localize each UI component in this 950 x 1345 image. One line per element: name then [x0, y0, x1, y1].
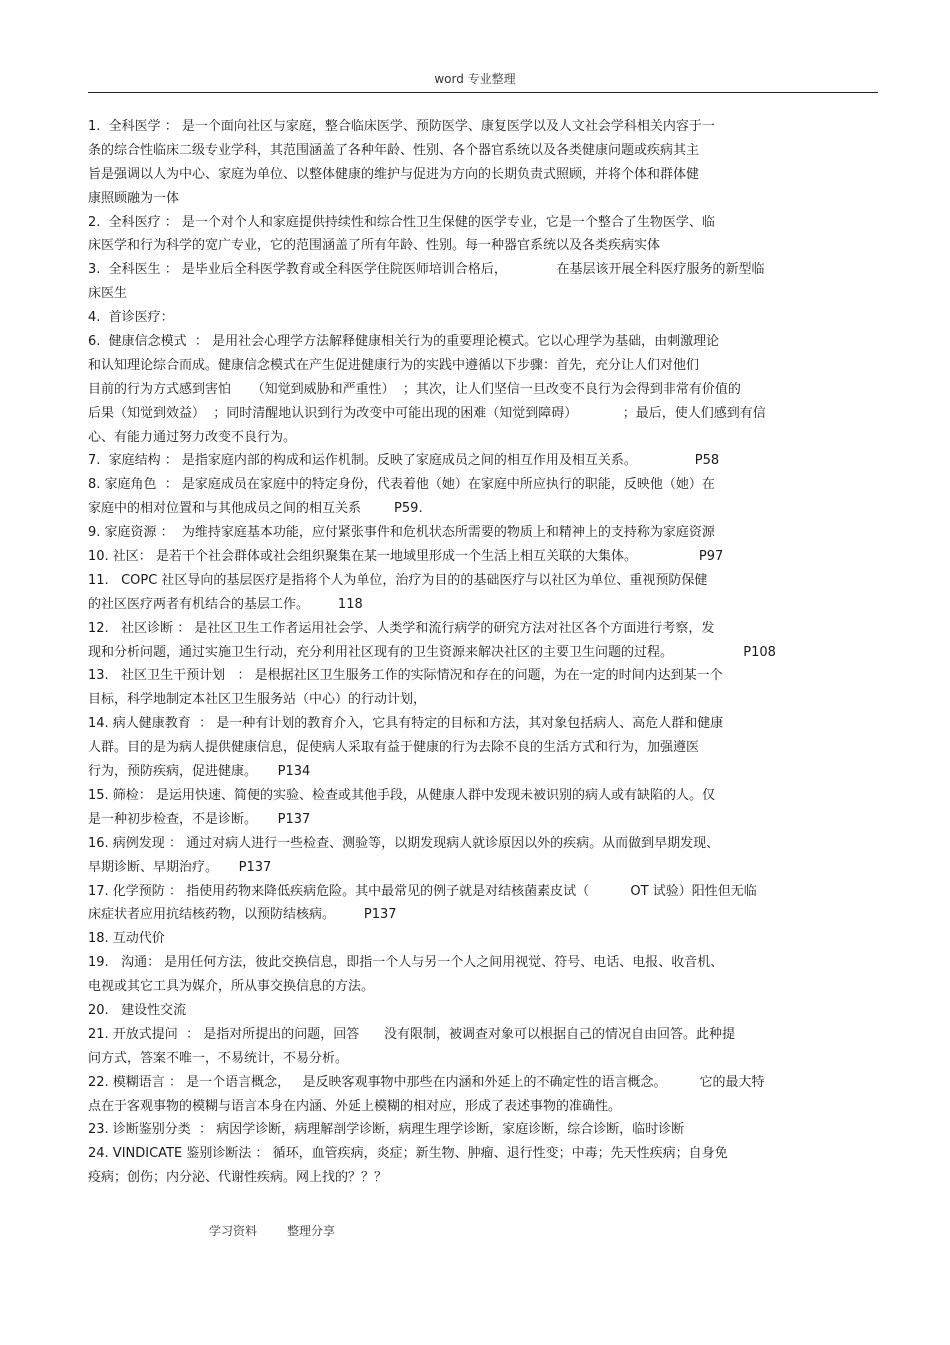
text-line: 8. 家庭角色 ： 是家庭成员在家庭中的特定身份，代表着他（她）在家庭中所应执行的职能，反映他（她）在 — [88, 477, 715, 493]
text-line: 点在于客观事物的模糊与语言本身在内涵、外延上模糊的相对应，形成了表述事物的准确性。 — [88, 1098, 622, 1114]
text-line: 现和分析问题，通过实施卫生行动，充分利用社区现有的卫生资源来解决社区的主要卫生问题的过程。 P108 — [88, 644, 776, 660]
text-line: 7. 家庭结构 ： 是指家庭内部的构成和运作机制。反映了家庭成员之间的相互作用及相互关系。 P58 — [88, 453, 720, 469]
text-line: 2. 全科医疗 ： 是一个对个人和家庭提供持续性和综合性卫生保健的医学专业，它是一个整合了生物医学、临 — [88, 214, 715, 230]
text-line: 心、有能力通过努力改变不良行为。 — [88, 429, 297, 445]
text-line: 11. COPC 社区导向的基层医疗是指将个人为单位，治疗为目的的基础医疗与以社区为单位、重视预防保健 — [88, 572, 708, 588]
text-line: 家庭中的相对位置和与其他成员之间的相互关系 P59. — [88, 501, 423, 517]
text-line: 4. 首诊医疗： — [88, 310, 174, 326]
text-line: 12. 社区诊断 ： 是社区卫生工作者运用社会学、人类学和流行病学的研究方法对社区各个方面进行考察，发 — [88, 620, 715, 636]
text-line: 行为，预防疾病，促进健康。 P134 — [88, 764, 311, 780]
text-line: 条的综合性临床二级专业学科，其范围涵盖了各种年龄、性别、各个器官系统以及各类健康问题或疾病其主 — [88, 142, 700, 158]
text-line: 疫病；创伤；内分泌、代谢性疾病。网上找的？？？ — [88, 1170, 388, 1186]
text-line: 9. 家庭资源 ： 为维持家庭基本功能，应付紧张事件和危机状态所需要的物质上和精神上的支持称为家庭资源 — [88, 525, 715, 541]
text-line: 1. 全科医学 ： 是一个面向社区与家庭，整合临床医学、预防医学、康复医学以及人文社会学科相关内容于一 — [88, 119, 715, 134]
text-line: 10. 社区： 是若干个社会群体或社会组织聚集在某一地域里形成一个生活上相互关联的大集体。 P97 — [88, 549, 724, 565]
text-line: 22. 模糊语言 ： 是一个语言概念， 是反映客观事物中那些在内涵和外延上的不确定性的语言概念。 它的最大特 — [88, 1074, 765, 1090]
text-line: 16. 病例发现 ： 通过对病人进行一些检查、测验等，以期发现病人就诊原因以外的疾病。从而做到早期发现、 — [88, 835, 720, 851]
text-line: 旨是强调以人为中心、家庭为单位、以整体健康的维护与促进为方向的长期负责式照顾，并将个体和群体健 — [88, 166, 700, 182]
text-line: 17. 化学预防 ： 指使用药物来降低疾病危险。其中最常见的例子就是对结核菌素皮试（ OT 试验）阳性但无临 — [88, 883, 757, 899]
text-line: 13. 社区卫生干预计划 ： 是根据社区卫生服务工作的实际情况和存在的问题，为在一定的时间内达到某一个 — [88, 668, 723, 684]
text-line: 目标，科学地制定本社区卫生服务站（中心）的行动计划， — [88, 692, 427, 708]
text-line: 24. VINDICATE 鉴别诊断法 ： 循环，血管疾病，炎症；新生物、肿瘤、退行性变；中毒；先天性疾病；自身免 — [88, 1146, 728, 1162]
text-line: 18. 互动代价 — [88, 931, 165, 947]
header-divider — [88, 92, 878, 93]
text-line: 和认知理论综合而成。健康信念模式在产生促进健康行为的实践中遵循以下步骤：首先，充分让人们对他们 — [88, 357, 700, 373]
text-line: 21. 开放式提问 ： 是指对所提出的问题，回答 没有限制，被调查对象可以根据自己的情况自由回答。此种提 — [88, 1026, 735, 1042]
text-line: 早期诊断、早期治疗。 P137 — [88, 859, 272, 875]
text-line: 19. 沟通： 是用任何方法，彼此交换信息，即指一个人与另一个人之间用视觉、符号、电话、电报、收音机、 — [88, 955, 724, 971]
text-line: 23. 诊断鉴别分类 ： 病因学诊断，病理解剖学诊断，病理生理学诊断，家庭诊断，综合诊断，临时诊断 — [88, 1122, 685, 1138]
text-line: 20. 建设性交流 — [88, 1002, 187, 1018]
text-line: 的社区医疗两者有机结合的基层工作。 118 — [88, 596, 363, 612]
text-line: 床症状者应用抗结核药物，以预防结核病。 P137 — [88, 907, 397, 923]
text-line: 康照顾融为一体 — [88, 190, 180, 206]
text-line: 人群。目的是为病人提供健康信息，促使病人采取有益于健康的行为去除不良的生活方式和行为，加强遵医 — [88, 740, 700, 756]
text-line: 是一种初步检查，不是诊断。 P137 — [88, 811, 311, 827]
page-header: word 专业整理 — [434, 72, 516, 86]
text-line: 15. 筛检： 是运用快速、简便的实验、检查或其他手段，从健康人群中发现未被识别的病人或有缺陷的人。仅 — [88, 787, 715, 803]
text-line: 3. 全科医生 ： 是毕业后全科医学教育或全科医学住院医师培训合格后， 在基层该开展全科医疗服务的新型临 — [88, 262, 765, 278]
text-line: 后果（知觉到效益） ；同时清醒地认识到行为改变中可能出现的困难（知觉到障碍） ；最后，使人们感到有信 — [88, 405, 766, 421]
text-line: 床医学和行为科学的宽广专业，它的范围涵盖了所有年龄、性别。每一种器官系统以及各类疾病实体 — [88, 238, 661, 254]
footer-left-text: 学习资料 — [209, 1224, 258, 1238]
text-line: 问方式，答案不唯一，不易统计，不易分析。 — [88, 1050, 349, 1066]
text-line: 电视或其它工具为媒介，所从事交换信息的方法。 — [88, 979, 375, 995]
document-body — [88, 115, 883, 1190]
text-line: 床医生 — [88, 286, 128, 302]
footer-right-text: 整理分享 — [287, 1224, 336, 1238]
text-line: 6. 健康信念模式 ： 是用社会心理学方法解释健康相关行为的重要理论模式。它以心理学为基础，由刺激理论 — [88, 334, 720, 350]
text-line: 目前的行为方式感到害怕 （知觉到威胁和严重性） ；其次，让人们坚信一旦改变不良行为会得到非常有价值的 — [88, 381, 741, 397]
text-line: 14. 病人健康教育 ： 是一种有计划的教育介入，它具有特定的目标和方法，其对象包括病人、高危人群和健康 — [88, 716, 724, 732]
